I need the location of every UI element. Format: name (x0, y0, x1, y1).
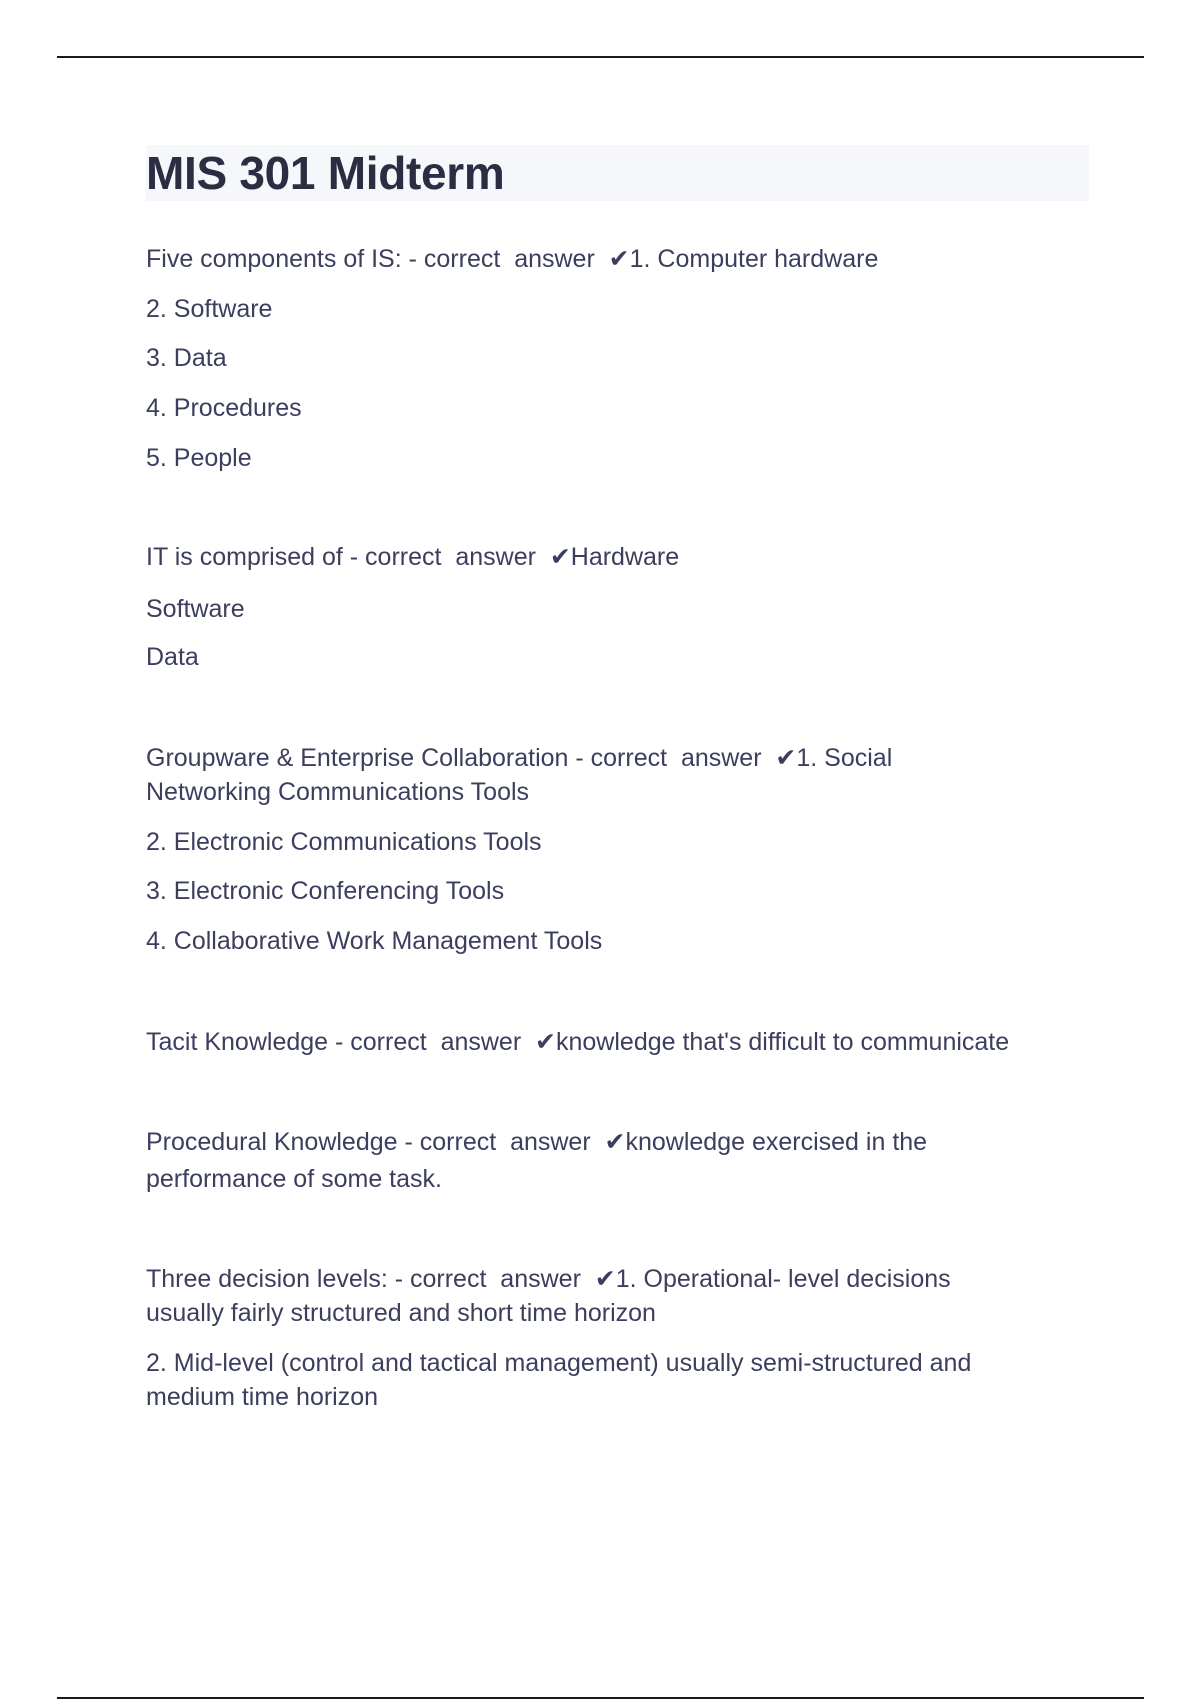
answer-line: Data (146, 643, 199, 671)
answer-line: 4. Procedures (146, 394, 302, 422)
question-line: IT is comprised of - correct answer ✔Hardware (146, 543, 680, 571)
document-body (146, 145, 1092, 1414)
page-title: MIS 301 Midterm (146, 147, 505, 199)
answer-line: 3. Data (146, 344, 227, 372)
qa-item-is-components (146, 242, 1092, 475)
question-line: Five components of IS: - correct answer ✔1. Computer hardware (146, 245, 879, 273)
bottom-rule (57, 1697, 1144, 1699)
answer-line: 4. Collaborative Work Management Tools (146, 927, 603, 955)
answer-line: 2. Electronic Communications Tools (146, 828, 542, 856)
question-line: Tacit Knowledge - correct answer ✔knowledge that's difficult to communicate (146, 1028, 1010, 1056)
answer-line: 2. Mid-level (control and tactical management) usually semi-structured and medium time horizon (146, 1349, 972, 1411)
question-line: Groupware & Enterprise Collaboration - correct answer ✔1. Social Networking Communications Tools (146, 744, 893, 806)
qa-item-tacit-knowledge (146, 1025, 1092, 1059)
answer-line: 3. Electronic Conferencing Tools (146, 877, 505, 905)
qa-item-it-comprised (146, 540, 1092, 674)
question-line: Procedural Knowledge - correct answer ✔knowledge exercised in the performance of some task. (146, 1128, 928, 1193)
answer-line: 5. People (146, 444, 252, 472)
title-band (146, 145, 1089, 201)
answer-line: 2. Software (146, 295, 273, 323)
answer-line: Software (146, 595, 245, 623)
qa-item-groupware (146, 741, 1092, 958)
qa-item-procedural-knowledge (146, 1124, 1092, 1198)
question-line: Three decision levels: - correct answer ✔1. Operational- level decisions usually fairly structured and short time horizon (146, 1265, 951, 1327)
top-rule (57, 56, 1144, 58)
qa-item-decision-levels (146, 1262, 1092, 1414)
